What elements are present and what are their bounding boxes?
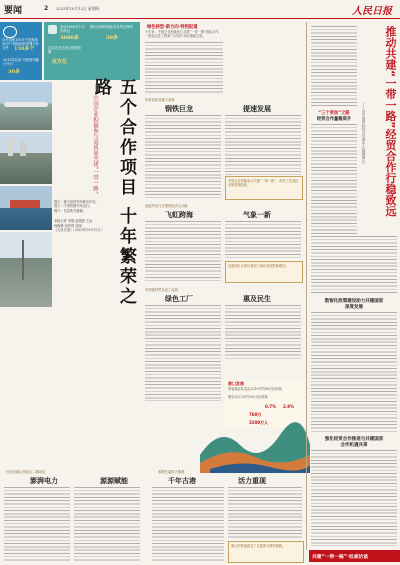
story-8-body (74, 487, 140, 562)
stat-text-4: 拉动近万亿美元投资规模 (48, 46, 81, 54)
story-6-body (225, 305, 301, 361)
column-divider (306, 22, 307, 550)
quote-box-2 (225, 261, 303, 283)
right-sub1: “三个更加”之路 (318, 111, 350, 116)
right-column (309, 22, 400, 565)
section-name: 要闻 (4, 6, 23, 16)
story-6-title: 惠及民生 (243, 295, 271, 303)
right-sub1b: 经贸合作量稳质升 (316, 117, 352, 122)
photo-factory (0, 132, 52, 184)
stats-blue-panel (0, 22, 42, 80)
story-7-body (4, 487, 70, 562)
stat-number-c: 近万亿 (52, 59, 68, 65)
stat-text-5: 面向全球的高标准自贸区网络 (90, 25, 133, 29)
infographic-pct-2: 2.9% (283, 404, 295, 409)
story-2-body (225, 115, 301, 175)
infographic-num-2: 3200万人 (249, 420, 269, 425)
right-footer-banner (309, 550, 400, 562)
story-9-title: 千年古港 (168, 477, 196, 485)
story-3-body (145, 221, 221, 281)
right-body-2 (311, 236, 397, 294)
story-5-kicker: 中国建材赞比亚工业园 (145, 288, 178, 292)
landscape-svg (200, 405, 310, 473)
bottom-stories (0, 470, 305, 565)
caption-3: 图③：比雷埃夫斯港。 (54, 208, 86, 213)
story-2-title: 提速发展 (243, 105, 271, 113)
infographic-item-1: 集装箱吞吐量由2010年约88万标准箱 (228, 387, 282, 391)
stat-text-3: 形成3000多个合作项目 (60, 25, 85, 33)
right-intro-body (311, 26, 357, 108)
story-5-title: 绿色工厂 (165, 295, 193, 303)
chart-icon (48, 25, 57, 34)
photo-railway (0, 82, 52, 130)
infographic-pct-1: 0.7% (265, 404, 277, 409)
story-7-title: 澎湃电力 (30, 477, 58, 485)
right-body-3 (311, 312, 397, 432)
infographic-title: 港口发展 (228, 381, 244, 386)
main-title: 五个合作项目 十年繁荣之路 (91, 78, 136, 307)
infographic-num-1: 760万 (249, 412, 262, 417)
photo-column (0, 82, 52, 307)
stat-number-e: 30多 (8, 69, 20, 75)
story-7-kicker: 巴西美丽山特高压二期项目 (6, 470, 46, 474)
globe-icon (3, 26, 17, 38)
story-10-body (228, 487, 302, 539)
chimney-shape (8, 138, 13, 156)
right-sub3: 强化经贸合作推进与共建国家 (324, 437, 384, 442)
photo-port (0, 186, 52, 230)
stats-band (0, 22, 140, 80)
story-9-kicker: 希腊比雷埃夫斯港 (158, 470, 185, 474)
intro-box (143, 22, 225, 94)
intro-text: 十年来，中国企业积极参与共建“一带一路”国际合作，一批标志性工程和“小而美”项目落地生根。 (145, 30, 222, 39)
right-sub2: 数智化政策建设助力共建国家 (324, 299, 384, 304)
story-3-title: 飞虹跨海 (165, 211, 193, 219)
story-10-title: 活力重现 (238, 477, 266, 485)
story-9-body (152, 487, 224, 562)
intro-title: 绿色转型·新方向·特别报道 (147, 25, 198, 30)
story-1-title: 钢铁巨龙 (165, 105, 193, 113)
ship-shape (10, 200, 40, 208)
infographic-item-2: 增至2023年约500万标准箱 (228, 395, 268, 399)
quote-box-3 (228, 541, 304, 563)
right-body-1 (311, 124, 357, 234)
story-1-kicker: 印度尼西亚雅万高铁 (145, 98, 175, 102)
landscape-illustration (200, 405, 310, 473)
story-5-body (145, 305, 221, 401)
page-number: 2 (44, 5, 49, 12)
right-sub2b: 深度发展 (345, 305, 363, 310)
right-author: ——访中国国际经济交流中心副理事长 (362, 102, 366, 164)
tower-shape (20, 142, 26, 156)
right-title: 推动共建“一带一路”经贸合作行稳致远 (384, 26, 397, 217)
story-4-body (225, 221, 301, 259)
caption-2: 图②：中老铁路列车运行。 (54, 204, 93, 209)
story-4-title: 气象一新 (243, 211, 271, 219)
stat-number-a: 150多个 (14, 46, 35, 52)
stat-number-b: 3000多 (60, 35, 79, 41)
stat-text-2: 2013年以来 中欧班列累计开行 (3, 58, 39, 66)
byline-3: 《人民日报》（2023年10月12日） (54, 228, 104, 233)
photo-powerline (0, 232, 52, 307)
right-footer-text: 共建“一带一路”·权威访谈 (312, 555, 369, 560)
right-body-4 (311, 450, 397, 546)
stat-number-d: 50多 (106, 35, 118, 41)
page-header (0, 0, 400, 19)
story-1-body (145, 115, 221, 198)
quote-1-text: 中国企业积极参与共建“一带一路”，带来了先进技术和管理经验。 (228, 179, 299, 188)
byline-2: 杨俊峰 刘军国 吴刚 (54, 223, 82, 228)
intro-body-lines (145, 42, 223, 94)
byline-1: 本报记者 李刚 赵晓霞 王远 (54, 219, 93, 224)
train-shape (4, 102, 48, 107)
stat-text-1: 合作国家150多个国家和30多个国际组织签署合作文件 (2, 38, 40, 50)
pylon-shape (22, 240, 24, 280)
issue-date: 2023年10月12日 星期四 (56, 6, 100, 11)
stats-green-panel (44, 22, 140, 80)
main-subtitle: ——中国企业积极参与高质量共建“一带一路” (92, 84, 98, 195)
quote-box-1 (225, 176, 303, 200)
masthead-logo: 人民日报 (352, 6, 392, 17)
right-sub3b: 合作机遇共享 (340, 443, 368, 448)
caption-1: 图①：雅万高铁列车驶出车站。 (54, 200, 99, 204)
quote-2-text: 这座园区让我们看到了绿色发展的新路径。 (228, 264, 289, 268)
quote-3-text: 港口的发展改变了比雷埃夫斯的面貌。 (231, 544, 286, 548)
story-3-kicker: 连接印尼与东盟的经济大动脉 (145, 204, 188, 208)
story-8-title: 源源赋能 (100, 477, 128, 485)
